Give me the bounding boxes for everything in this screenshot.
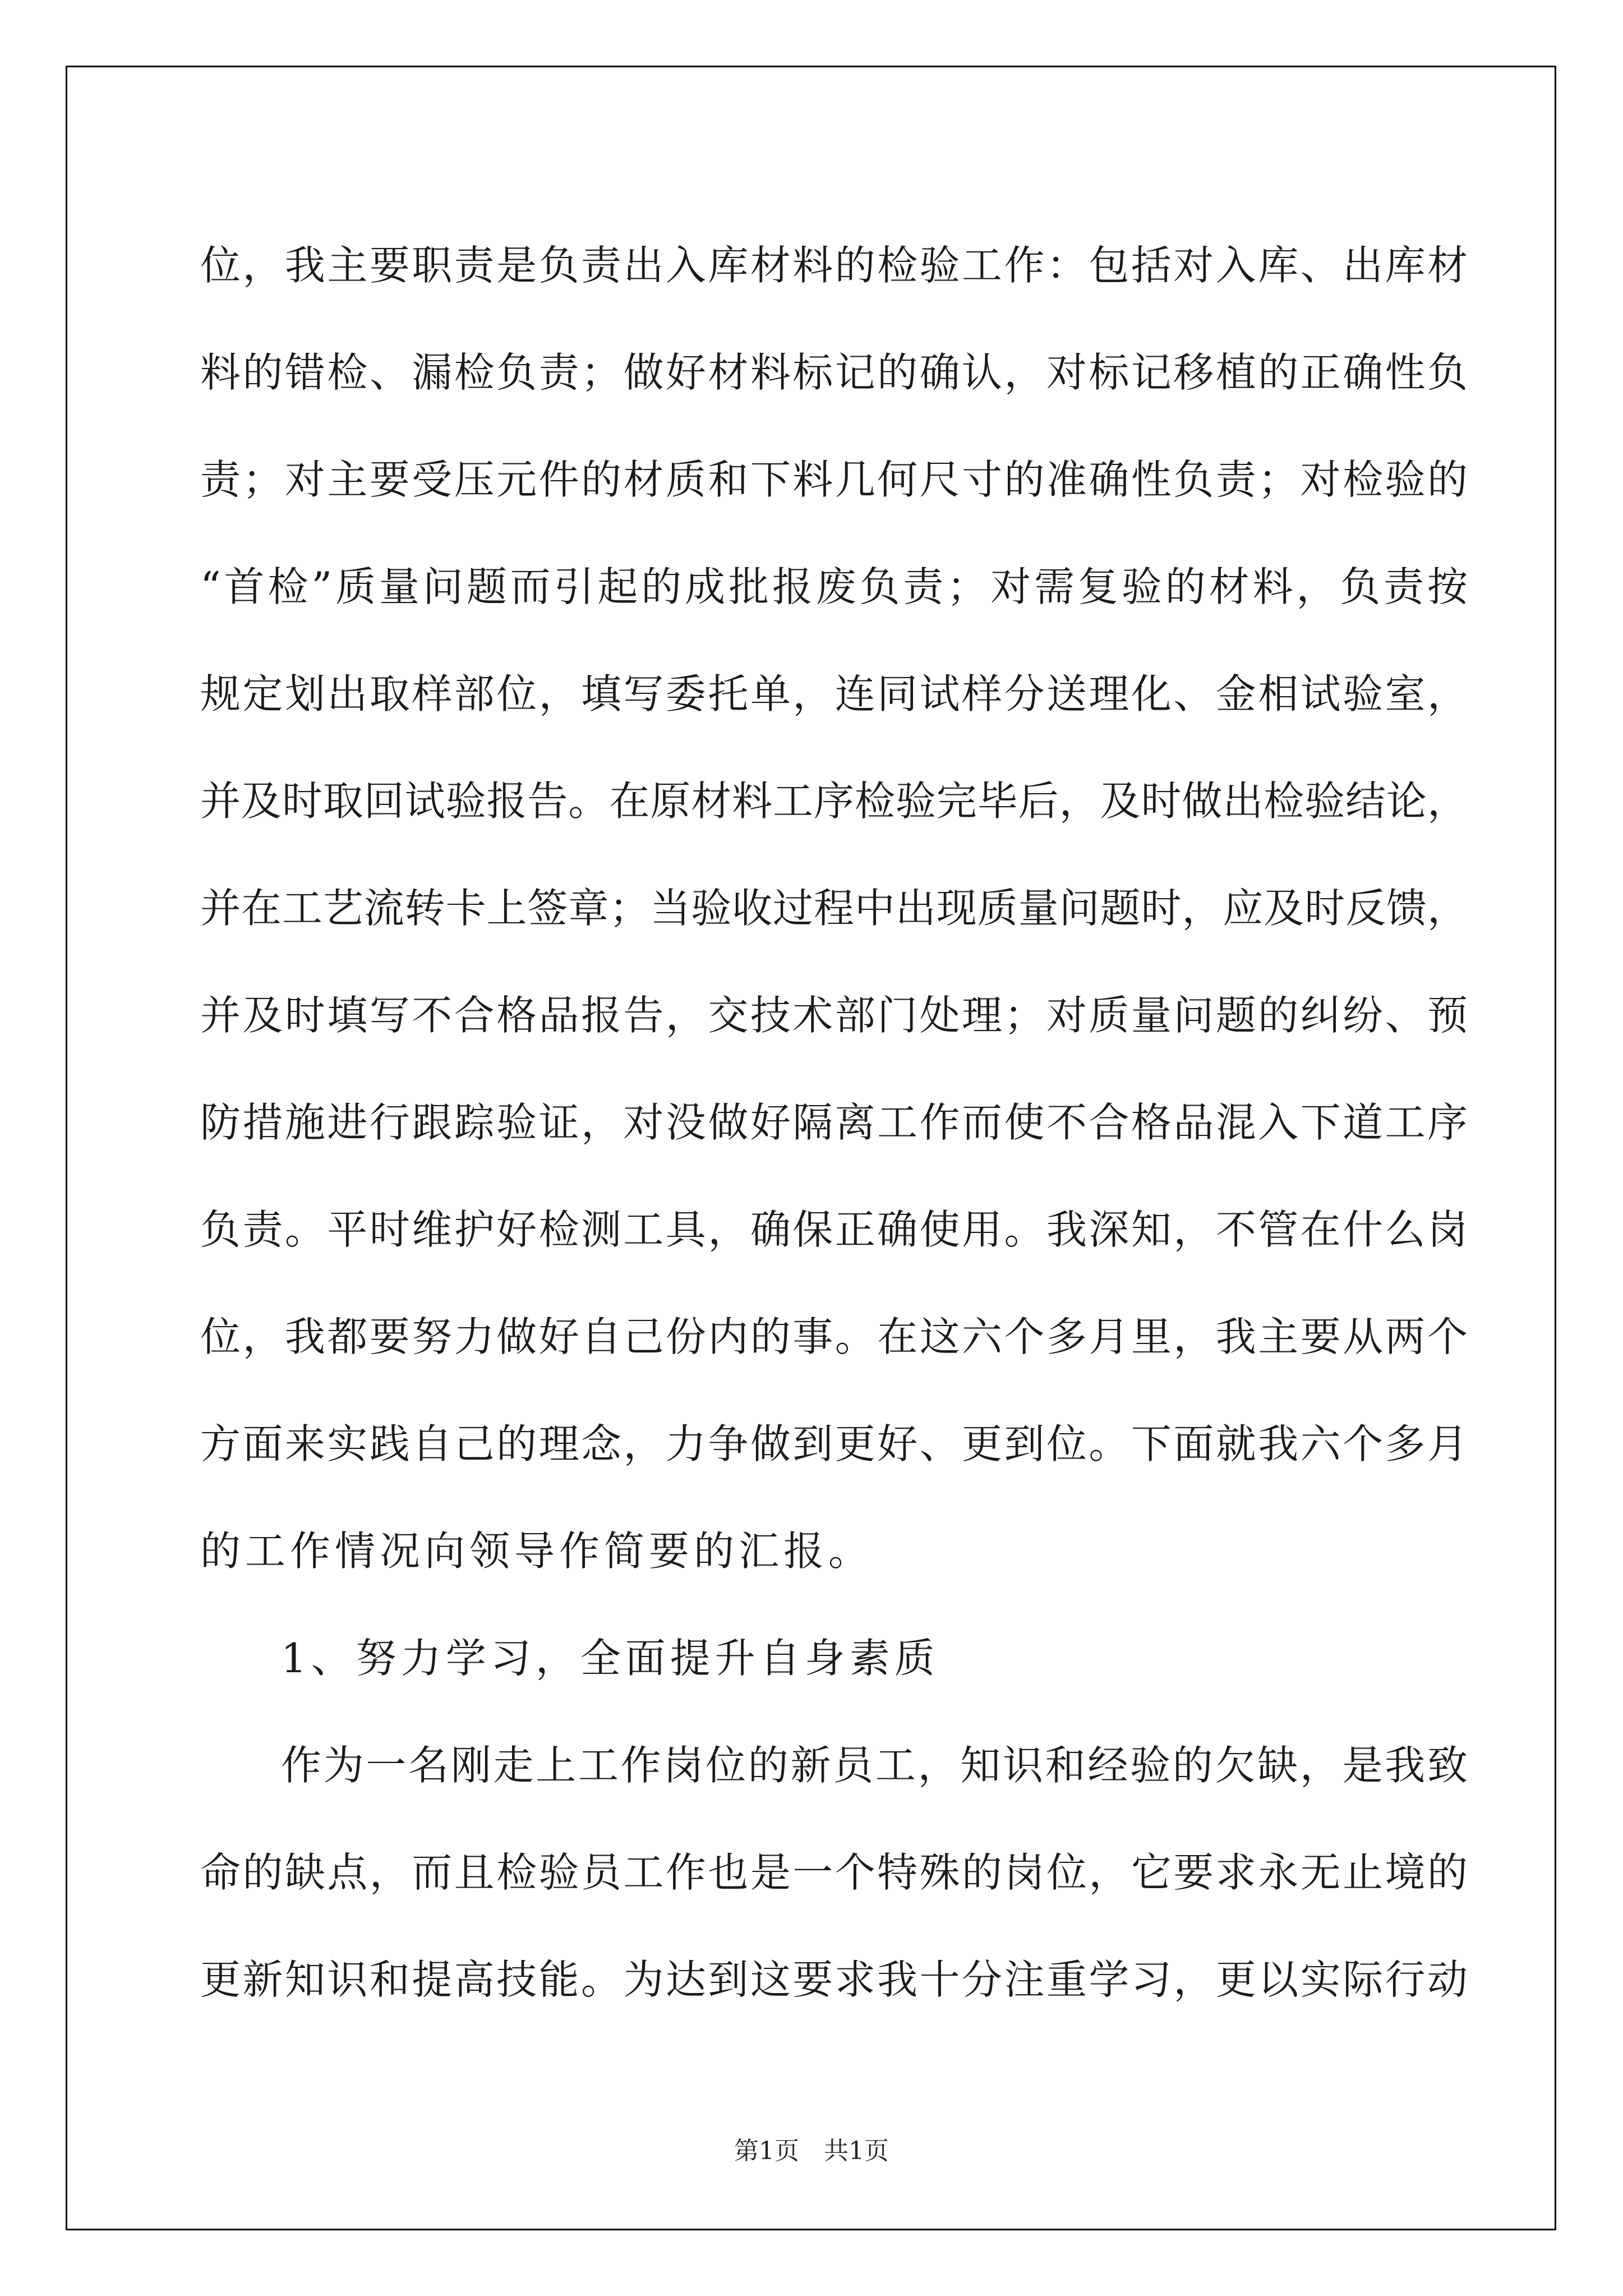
- page-footer: [0, 2131, 1623, 2166]
- section-heading: 1、努力学习，全面提升自身素质: [281, 1635, 939, 1682]
- text-line: 防措施进行跟踪验证，对没做好隔离工作而使不合格品混入下道工序: [200, 1099, 1468, 1146]
- page-total: 共1页: [824, 2137, 889, 2165]
- text-line: 位，我都要努力做好自己份内的事。在这六个多月里，我主要从两个: [200, 1313, 1468, 1360]
- page-number: 第1页: [734, 2137, 799, 2165]
- text-line: 命的缺点，而且检验员工作也是一个特殊的岗位，它要求永无止境的: [200, 1849, 1468, 1896]
- document-body: [200, 212, 1468, 2033]
- text-line: “首检”质量问题而引起的成批报废负责；对需复验的材料，负责按: [200, 563, 1468, 610]
- text-line: 料的错检、漏检负责；做好材料标记的确认，对标记移植的正确性负: [200, 349, 1468, 396]
- text-line: 的工作情况向领导作简要的汇报。: [200, 1527, 874, 1575]
- text-line: 作为一名刚走上工作岗位的新员工，知识和经验的欠缺，是我致: [281, 1742, 1468, 1789]
- text-line: 规定划出取样部位，填写委托单，连同试样分送理化、金相试验室，: [200, 670, 1468, 717]
- text-line: 位，我主要职责是负责出入库材料的检验工作：包括对入库、出库材: [200, 242, 1468, 289]
- text-line: 负责。平时维护好检测工具，确保正确使用。我深知，不管在什么岗: [200, 1206, 1468, 1253]
- text-line: 并及时取回试验报告。在原材料工序检验完毕后，及时做出检验结论，: [200, 777, 1468, 825]
- text-line: 更新知识和提高技能。为达到这要求我十分注重学习，更以实际行动: [200, 1956, 1468, 2003]
- text-line: 方面来实践自己的理念，力争做到更好、更到位。下面就我六个多月: [200, 1420, 1468, 1467]
- text-line: 并在工艺流转卡上签章；当验收过程中出现质量问题时，应及时反馈，: [200, 885, 1468, 932]
- text-line: 责；对主要受压元件的材质和下料几何尺寸的准确性负责；对检验的: [200, 456, 1468, 503]
- text-line: 并及时填写不合格品报告，交技术部门处理；对质量问题的纠纷、预: [200, 992, 1468, 1039]
